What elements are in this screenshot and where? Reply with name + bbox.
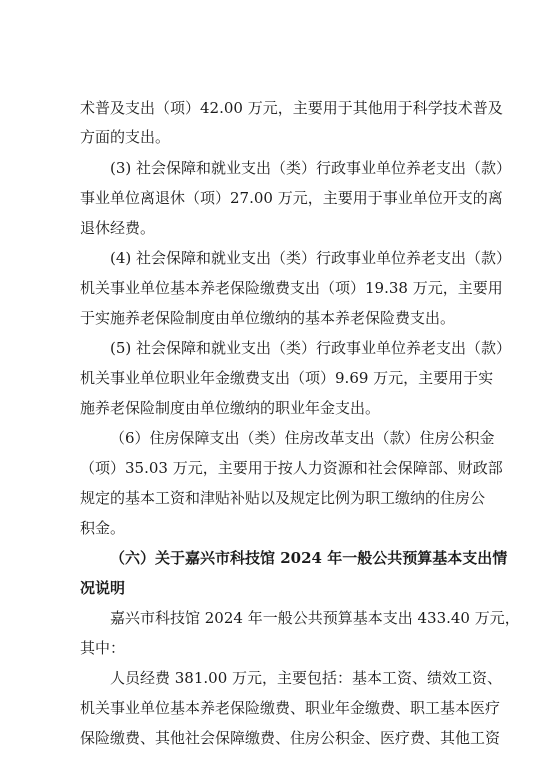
body-text-line: 积金。 [80, 519, 126, 537]
body-text-line: 施养老保险制度由单位缴纳的职业年金支出。 [80, 399, 381, 417]
body-text-line: （项）35.03 万元，主要用于按人力资源和社会保障部、财政部 [80, 459, 503, 477]
body-text-line: (4) 社会保障和就业支出（类）行政事业单位养老支出（款） [110, 249, 512, 267]
body-text-line: 退休经费。 [80, 219, 156, 237]
body-text-line: 其中： [80, 639, 126, 657]
body-text-line: 规定的基本工资和津贴补贴以及规定比例为职工缴纳的住房公 [80, 489, 486, 507]
body-text-line: 机关事业单位基本养老保险缴费支出（项）19.38 万元，主要用 [80, 279, 503, 297]
body-text-line: 术普及支出（项）42.00 万元，主要用于其他用于科学技术普及 [80, 99, 503, 117]
body-text-line: (5) 社会保障和就业支出（类）行政事业单位养老支出（款） [110, 339, 512, 357]
body-text-line: (3) 社会保障和就业支出（类）行政事业单位养老支出（款） [110, 159, 512, 177]
body-text-line: 嘉兴市科技馆 2024 年一般公共预算基本支出 433.40 万元， [110, 609, 520, 627]
body-text-line: 保险缴费、其他社会保障缴费、住房公积金、医疗费、其他工资 [80, 729, 501, 747]
body-text-line: 机关事业单位基本养老保险缴费、职业年金缴费、职工基本医疗 [80, 699, 501, 717]
body-text-line: 机关事业单位职业年金缴费支出（项）9.69 万元，主要用于实 [80, 369, 494, 387]
section-heading: 况说明 [80, 579, 126, 597]
body-text-line: 方面的支出。 [80, 128, 171, 146]
section-heading: （六）关于嘉兴市科技馆 2024 年一般公共预算基本支出情 [110, 549, 508, 567]
body-text-line: 于实施养老保险制度由单位缴纳的基本养老保险费支出。 [80, 309, 456, 327]
body-text-line: （6）住房保障支出（类）住房改革支出（款）住房公积金 [110, 429, 495, 447]
body-text-line: 人员经费 381.00 万元，主要包括：基本工资、绩效工资、 [110, 669, 503, 687]
body-text-line: 事业单位离退休（项）27.00 万元，主要用于事业单位开支的离 [80, 189, 503, 207]
